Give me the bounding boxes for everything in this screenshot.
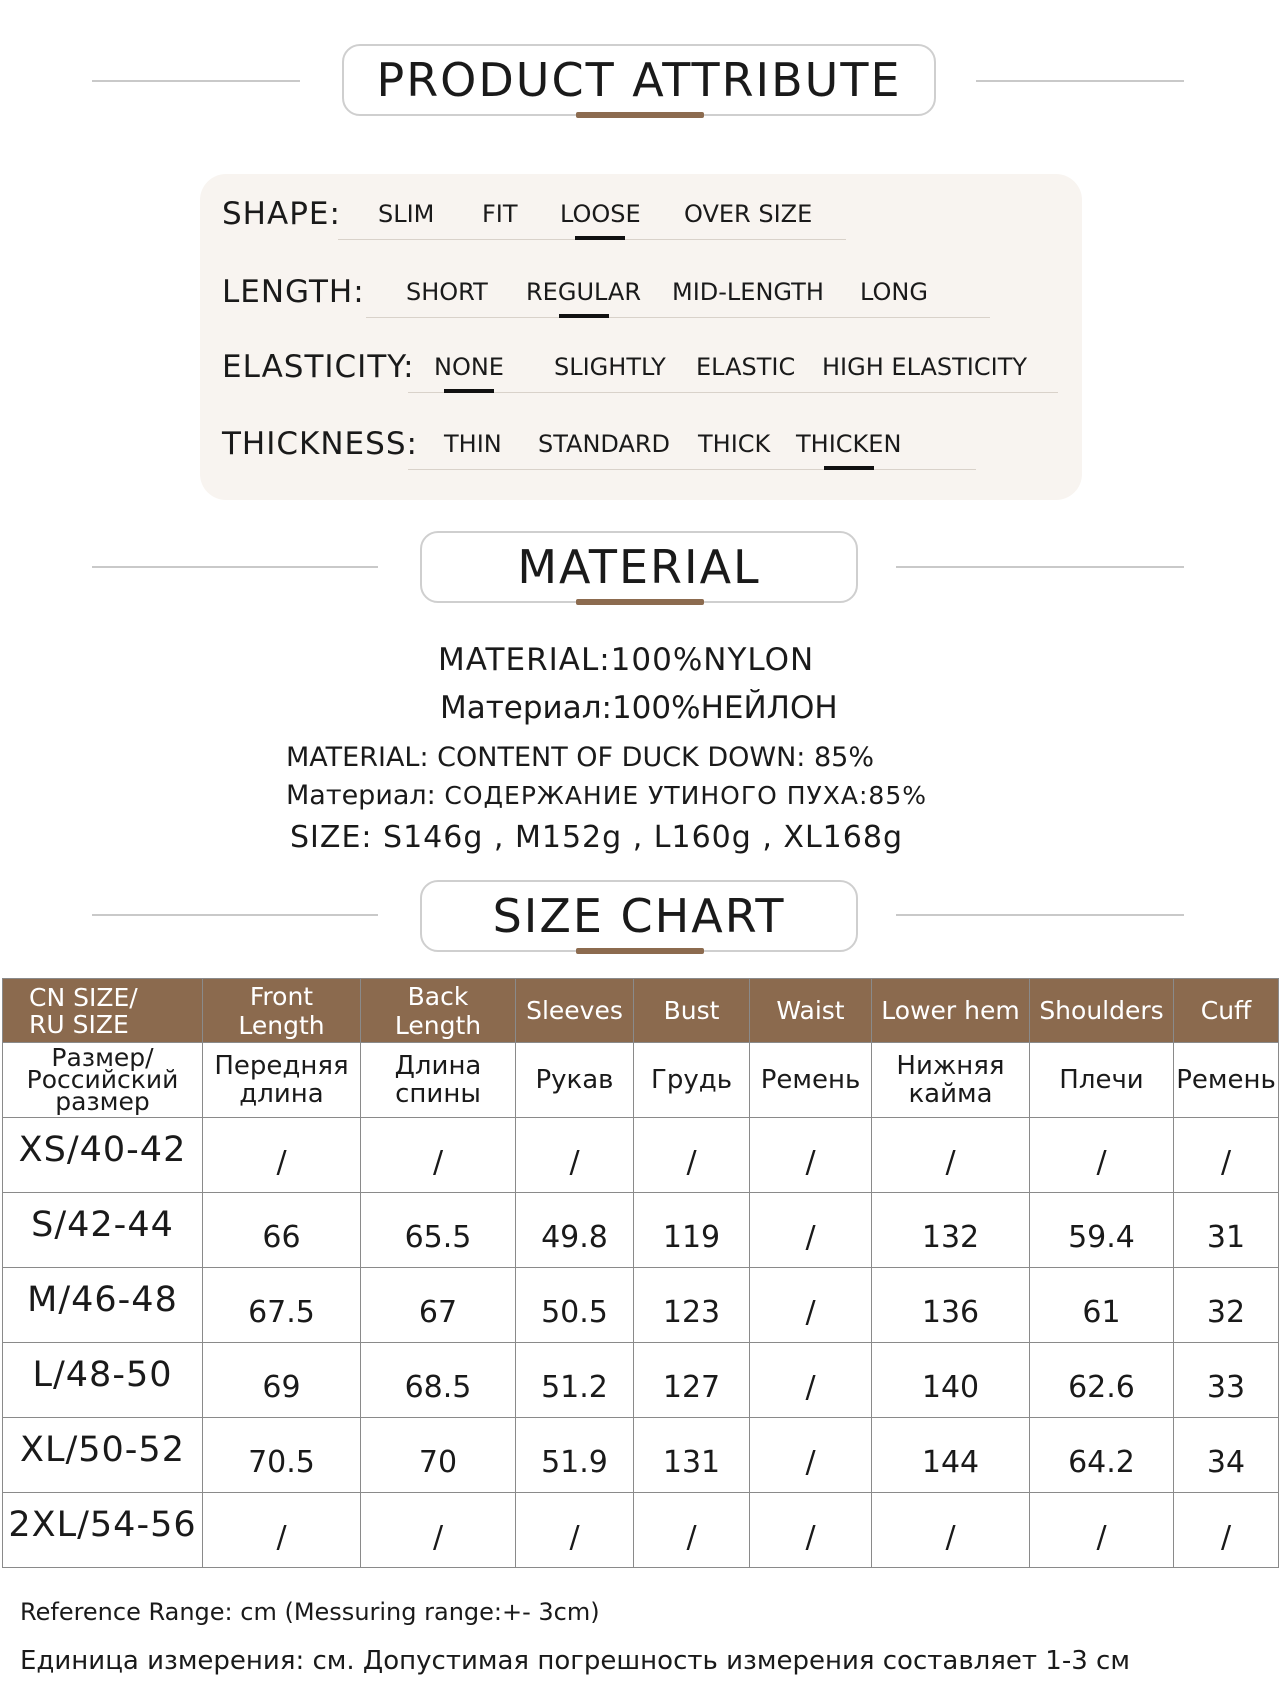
selected-mark xyxy=(444,389,494,393)
value-cell: / xyxy=(634,1118,750,1193)
header-front-length: Front Length xyxy=(203,979,361,1043)
value-cell: 119 xyxy=(634,1193,750,1268)
ru-header-sleeves: Рукав xyxy=(516,1043,634,1118)
value-cell: / xyxy=(203,1493,361,1568)
title-accent xyxy=(576,948,704,954)
material-line-down-english xyxy=(286,742,874,773)
attribute-label: SHAPE: xyxy=(222,196,341,232)
table-row xyxy=(3,1418,1279,1493)
value-cell: 70 xyxy=(361,1418,516,1493)
option-loose: LOOSE xyxy=(560,200,641,228)
ru-header-size: Размер/ Российский размер xyxy=(3,1043,203,1118)
size-cell: M/46-48 xyxy=(3,1268,203,1343)
value-cell: / xyxy=(361,1493,516,1568)
option-fit: FIT xyxy=(482,200,518,228)
option-elastic: ELASTIC xyxy=(696,353,796,381)
header-lower-hem: Lower hem xyxy=(872,979,1030,1043)
value-cell: / xyxy=(516,1493,634,1568)
size-cell: XL/50-52 xyxy=(3,1418,203,1493)
value-cell: 66 xyxy=(203,1193,361,1268)
value-cell: / xyxy=(1030,1118,1174,1193)
size-cell: XS/40-42 xyxy=(3,1118,203,1193)
value-cell: / xyxy=(750,1343,872,1418)
value-cell: / xyxy=(750,1418,872,1493)
value-cell: / xyxy=(872,1493,1030,1568)
value-cell: 67 xyxy=(361,1268,516,1343)
option-thicken: THICKEN xyxy=(796,430,901,458)
russian-header-row xyxy=(3,1043,1279,1118)
table-row xyxy=(3,1193,1279,1268)
value-cell: / xyxy=(872,1118,1030,1193)
value-cell: 59.4 xyxy=(1030,1193,1174,1268)
option-short: SHORT xyxy=(406,278,488,306)
attribute-row-thickness xyxy=(222,426,1062,476)
value-cell: / xyxy=(750,1193,872,1268)
header-back-length: Back Length xyxy=(361,979,516,1043)
value-cell: / xyxy=(516,1118,634,1193)
attribute-row-length xyxy=(222,274,1062,324)
value-cell: 69 xyxy=(203,1343,361,1418)
divider-left xyxy=(92,80,300,82)
value-cell: / xyxy=(1174,1118,1279,1193)
value-cell: / xyxy=(634,1493,750,1568)
option-standard: STANDARD xyxy=(538,430,671,458)
title-accent xyxy=(576,112,704,118)
value-cell: 144 xyxy=(872,1418,1030,1493)
value-cell: 51.9 xyxy=(516,1418,634,1493)
header-sleeves: Sleeves xyxy=(516,979,634,1043)
material-line-russian: Материал:100%НЕЙЛОН xyxy=(440,690,838,726)
ru-header-waist: Ремень xyxy=(750,1043,872,1118)
value-cell: 132 xyxy=(872,1193,1030,1268)
russian-measurement-note: Единица измерения: см. Допустимая погрешность измерения составляет 1-3 см xyxy=(20,1646,1130,1676)
value-cell: / xyxy=(1174,1493,1279,1568)
option-none: NONE xyxy=(434,353,504,381)
selected-mark xyxy=(575,236,625,240)
ru-header-front-length: Передняя длина xyxy=(203,1043,361,1118)
section-title: MATERIAL xyxy=(420,531,858,603)
selected-mark xyxy=(559,314,609,318)
value-cell: 31 xyxy=(1174,1193,1279,1268)
header-waist: Waist xyxy=(750,979,872,1043)
option-mid-length: MID-LENGTH xyxy=(672,278,824,306)
ru-header-back-length: Длина спины xyxy=(361,1043,516,1118)
attribute-label: ELASTICITY: xyxy=(222,349,415,385)
divider-right xyxy=(896,914,1184,916)
divider-right xyxy=(976,80,1184,82)
size-cell: 2XL/54-56 xyxy=(3,1493,203,1568)
ru-header-cuff: Ремень xyxy=(1174,1043,1279,1118)
value-cell: 65.5 xyxy=(361,1193,516,1268)
option-long: LONG xyxy=(860,278,928,306)
header-cuff: Cuff xyxy=(1174,979,1279,1043)
table-row xyxy=(3,1493,1279,1568)
value-cell: 136 xyxy=(872,1268,1030,1343)
value-cell: / xyxy=(750,1268,872,1343)
value-cell: 123 xyxy=(634,1268,750,1343)
value-cell: / xyxy=(750,1493,872,1568)
value-cell: 67.5 xyxy=(203,1268,361,1343)
divider-left xyxy=(92,914,378,916)
value-cell: 33 xyxy=(1174,1343,1279,1418)
option-thick: THICK xyxy=(698,430,771,458)
header-row xyxy=(3,979,1279,1043)
ru-header-bust: Грудь xyxy=(634,1043,750,1118)
attribute-options xyxy=(408,353,1058,393)
table-row xyxy=(3,1118,1279,1193)
value-cell: 70.5 xyxy=(203,1418,361,1493)
attribute-row-shape xyxy=(222,196,1062,246)
option-slim: SLIM xyxy=(378,200,435,228)
header-size: CN SIZE/ RU SIZE xyxy=(3,979,203,1043)
value-cell: 61 xyxy=(1030,1268,1174,1343)
ru-header-shoulders: Плечи xyxy=(1030,1043,1174,1118)
table-row xyxy=(3,1343,1279,1418)
value-cell: 131 xyxy=(634,1418,750,1493)
size-cell: S/42-44 xyxy=(3,1193,203,1268)
material-label: Материал: xyxy=(286,780,436,811)
size-chart-table xyxy=(2,978,1279,1568)
attribute-panel xyxy=(200,174,1082,500)
attribute-options xyxy=(366,278,990,318)
value-cell: 62.6 xyxy=(1030,1343,1174,1418)
value-cell: 127 xyxy=(634,1343,750,1418)
header-shoulders: Shoulders xyxy=(1030,979,1174,1043)
attribute-options xyxy=(338,200,846,240)
attribute-row-elasticity xyxy=(222,349,1062,399)
header-bust: Bust xyxy=(634,979,750,1043)
material-value: СОДЕРЖАНИЕ УТИНОГО ПУХА:85% xyxy=(444,781,927,810)
value-cell: / xyxy=(1030,1493,1174,1568)
attribute-label: THICKNESS: xyxy=(222,426,418,462)
section-title: PRODUCT ATTRIBUTE xyxy=(342,44,936,116)
reference-range-note: Reference Range: cm (Messuring range:+- 3cm) xyxy=(20,1598,600,1626)
value-cell: 51.2 xyxy=(516,1343,634,1418)
weight-line: SIZE: S146g , M152g , L160g , XL168g xyxy=(290,820,903,855)
value-cell: 68.5 xyxy=(361,1343,516,1418)
value-cell: 50.5 xyxy=(516,1268,634,1343)
value-cell: 34 xyxy=(1174,1418,1279,1493)
material-line-down-russian xyxy=(286,780,927,811)
option-high-elasticity: HIGH ELASTICITY xyxy=(822,353,1028,381)
option-slightly: SLIGHTLY xyxy=(554,353,666,381)
material-value: CONTENT OF DUCK DOWN: 85% xyxy=(437,742,874,773)
value-cell: 140 xyxy=(872,1343,1030,1418)
attribute-options xyxy=(408,430,976,470)
ru-header-lower-hem: Нижняя кайма xyxy=(872,1043,1030,1118)
value-cell: 64.2 xyxy=(1030,1418,1174,1493)
option-regular: REGULAR xyxy=(526,278,641,306)
value-cell: / xyxy=(750,1118,872,1193)
material-label: MATERIAL: xyxy=(286,742,429,773)
material-line-english: MATERIAL:100%NYLON xyxy=(438,642,815,678)
value-cell: / xyxy=(203,1118,361,1193)
title-accent xyxy=(576,599,704,605)
divider-right xyxy=(896,566,1184,568)
value-cell: / xyxy=(361,1118,516,1193)
table-row xyxy=(3,1268,1279,1343)
divider-left xyxy=(92,566,378,568)
section-title: SIZE CHART xyxy=(420,880,858,952)
option-over-size: OVER SIZE xyxy=(684,200,813,228)
value-cell: 49.8 xyxy=(516,1193,634,1268)
size-cell: L/48-50 xyxy=(3,1343,203,1418)
selected-mark xyxy=(824,466,874,470)
option-thin: THIN xyxy=(444,430,502,458)
value-cell: 32 xyxy=(1174,1268,1279,1343)
attribute-label: LENGTH: xyxy=(222,274,365,310)
